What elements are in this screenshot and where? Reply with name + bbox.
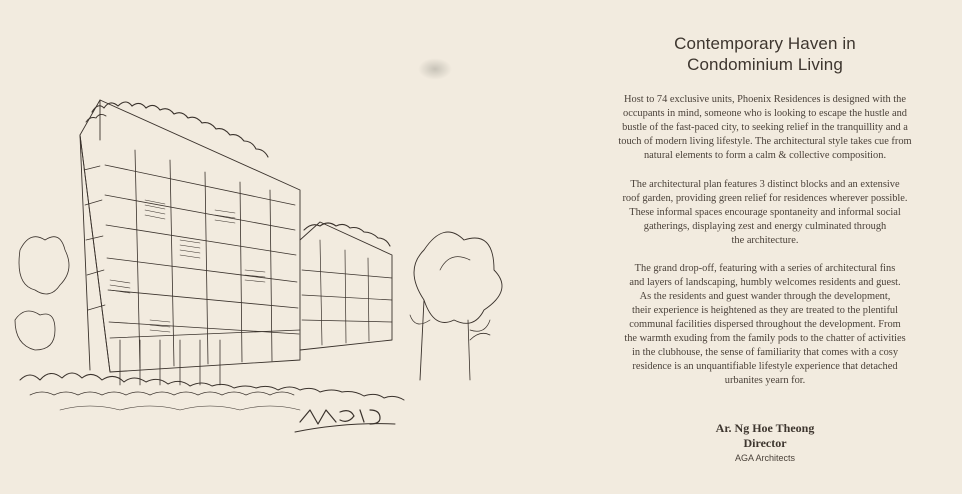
paragraph-line: bustle of the fast-paced city, to seeking relief in the tranquillity and a <box>622 122 908 133</box>
paragraph-line: their experience is heightened as they are treated to the plentiful <box>631 305 898 316</box>
paragraph-line: urbanites yearn for. <box>724 375 806 386</box>
title-line-1: Contemporary Haven in <box>674 34 856 53</box>
paragraph-intro <box>590 93 940 163</box>
paragraph-line: roof garden, providing green relief for residences wherever possible. <box>622 193 908 204</box>
paragraph-line: the architecture. <box>731 235 799 246</box>
author-signature-block <box>590 421 940 464</box>
paragraph-line: and layers of landscaping, humbly welcomes residents and guest. <box>629 277 901 288</box>
paragraph-architectural-plan <box>590 178 940 248</box>
paragraph-line: The grand drop-off, featuring with a series of architectural fins <box>634 263 896 274</box>
ink-smudge <box>418 58 452 80</box>
paragraph-line: in the clubhouse, the sense of familiarity that comes with a cosy <box>631 347 899 358</box>
paragraph-line: As the residents and guest wander through the development, <box>639 291 891 302</box>
artist-signature <box>300 410 380 424</box>
paragraph-line: natural elements to form a calm & collective composition. <box>643 150 887 161</box>
title-line-2: Condominium Living <box>687 55 843 74</box>
paragraph-grand-drop-off <box>590 262 940 388</box>
author-company: AGA Architects <box>734 453 796 463</box>
paragraph-line: residence is an unquantifiable lifestyle experience that detached <box>632 361 898 372</box>
author-role: Director <box>743 436 787 450</box>
paragraph-line: communal facilities dispersed throughout the development. From <box>629 319 901 330</box>
paragraph-line: These informal spaces encourage spontaneity and informal social <box>629 207 901 218</box>
author-name: Ar. Ng Hoe Theong <box>715 421 815 435</box>
paragraph-line: gatherings, displaying zest and energy culminated through <box>643 221 887 232</box>
paragraph-line: occupants in mind, someone who is looking to escape the hustle and <box>623 108 907 119</box>
page-title <box>590 33 940 75</box>
text-column <box>590 0 940 494</box>
paragraph-line: the warmth exuding from the family pods to the chatter of activities <box>624 333 906 344</box>
paragraph-line: touch of modern living lifestyle. The architectural style takes cue from <box>618 136 912 147</box>
paragraph-line: The architectural plan features 3 distinct blocks and an extensive <box>630 179 900 190</box>
paragraph-line: Host to 74 exclusive units, Phoenix Residences is designed with the <box>624 94 906 105</box>
